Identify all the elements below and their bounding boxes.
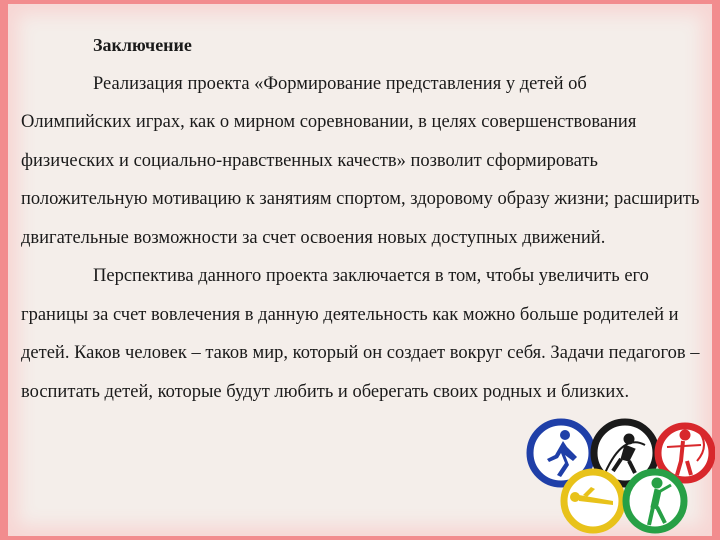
ring-green bbox=[626, 472, 684, 530]
paragraph-1: Реализация проекта «Формирование представления у детей об Олимпийских играх, как о мирном соревновании, в целях совершенствования физических и социально-нравственных качеств» позволит сформировать положительную мотивацию к занятиям спортом, здоровому образу жизни; расширить двигательные возможности за счет освоения новых доступных движений. bbox=[21, 73, 700, 248]
ring-yellow bbox=[564, 472, 622, 530]
slide-heading: Заключение bbox=[93, 35, 192, 55]
slide-text bbox=[21, 26, 701, 411]
olympic-rings-illustration bbox=[525, 415, 715, 535]
paragraph-2: Перспектива данного проекта заключается в том, чтобы увеличить его границы за счет вовлечения в данную деятельность как можно больше родителей и детей. Каков человек – таков мир, который он создает вокруг себя. Задачи педагогов – воспитать детей, которые будут любить и оберегать своих родных и близких. bbox=[21, 266, 700, 402]
